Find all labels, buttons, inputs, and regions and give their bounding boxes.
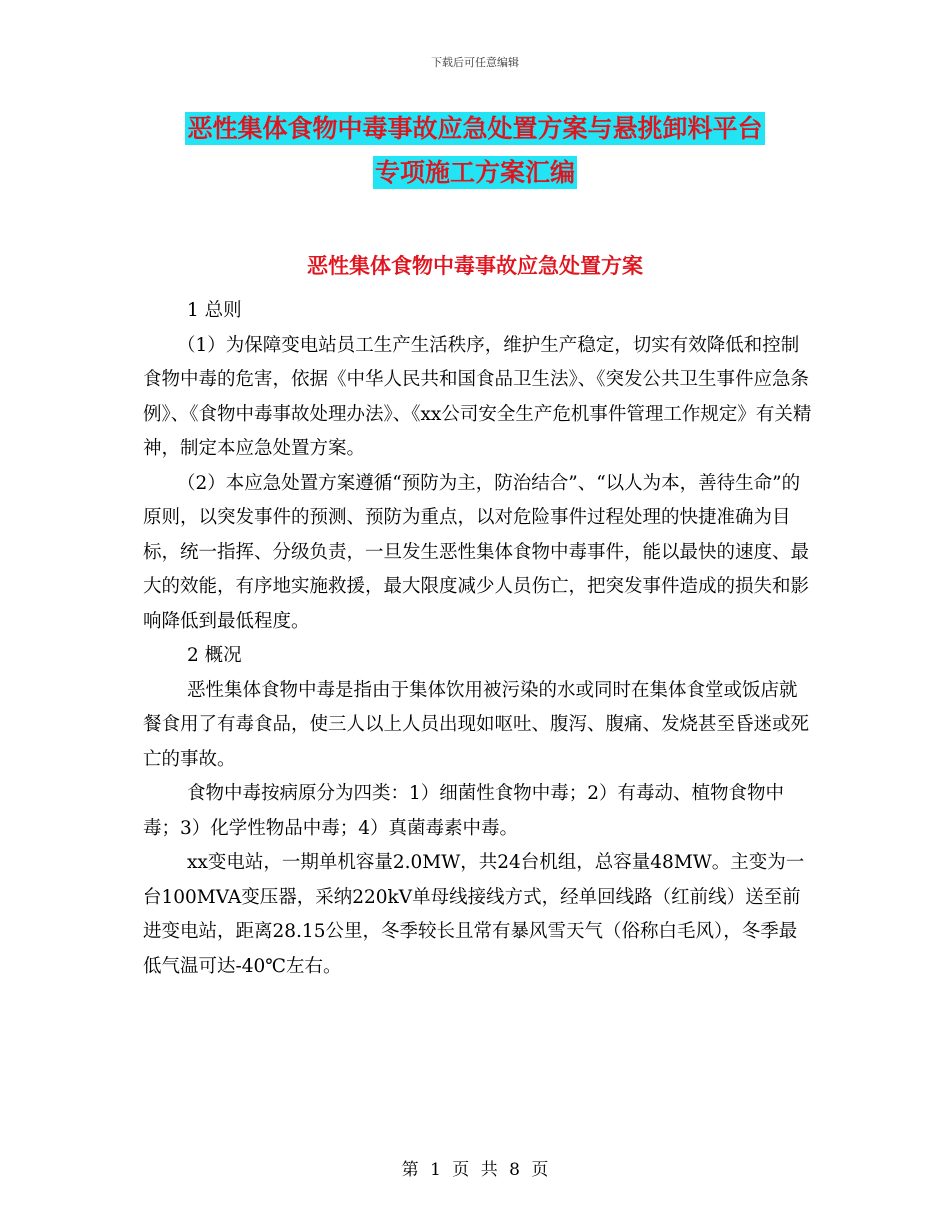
- heading-general: 1 总则: [187, 300, 242, 321]
- paragraph-1: （1）为保障变电站员工生产生活秩序，维护生产稳定，切实有效降低和控制食物中毒的危害，依据《中华人民共和国食品卫生法》、《突发公共卫生事件应急条例》、《食物中毒事故处理办法》、《xx公司安全生产危机事件管理工作规定》有关精神，制定本应急处置方案。: [143, 334, 812, 459]
- document-title-line-2: [0, 156, 950, 190]
- paragraph-2: （2）本应急处置方案遵循“预防为主，防治结合”、“以人为本，善待生命”的原则，以突发事件的预测、预防为重点，以对危险事件过程处理的快捷准确为目标，统一指挥、分级负责，一旦发生恶性集体食物中毒事件，能以最快的速度、最大的效能，有序地实施救援，最大限度减少人员伤亡，把突发事件造成的损失和影响降低到最低程度。: [143, 472, 810, 632]
- page-number-footer: 第 1 页 共 8 页: [401, 1160, 549, 1180]
- paragraph-4: 食物中毒按病原分为四类：1）细菌性食物中毒；2）有毒动、植物食物中毒；3）化学性物品中毒；4）真菌毒素中毒。: [143, 783, 785, 839]
- header-note: 下载后可任意编辑: [431, 56, 519, 69]
- document-title-line-1: [0, 112, 950, 146]
- title-highlight-2: 专项施工方案汇编: [374, 158, 575, 187]
- section-title: 恶性集体食物中毒事故应急处置方案: [307, 254, 643, 278]
- paragraph-3: 恶性集体食物中毒是指由于集体饮用被污染的水或同时在集体食堂或饭店就餐食用了有毒食品，使三人以上人员出现如呕吐、腹泻、腹痛、发烧甚至昏迷或死亡的事故。: [143, 679, 810, 770]
- heading-overview: 2 概况: [187, 645, 242, 666]
- document-body: [143, 294, 815, 984]
- title-highlight-1: 恶性集体食物中毒事故应急处置方案与悬挑卸料平台: [187, 114, 763, 143]
- paragraph-5: xx变电站，一期单机容量2.0MW，共24台机组，总容量48MW。主变为一台100MVA变压器，采纳220kV单母线接线方式，经单回线路（红前线）送至前进变电站，距离28.15公里，冬季较长且常有暴风雪天气（俗称白毛风），冬季最低气温可达-40℃左右。: [143, 852, 805, 977]
